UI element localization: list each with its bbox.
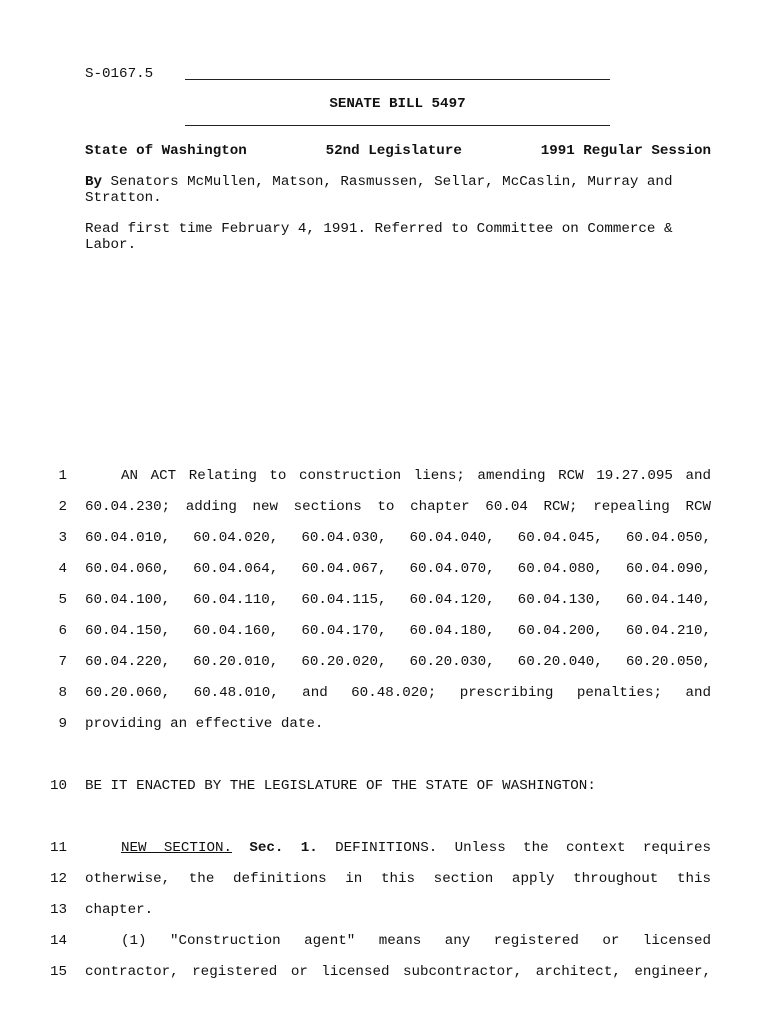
line-text: 60.04.100, 60.04.110, 60.04.115, 60.04.120, 60.04.130, 60.04.140, <box>85 592 711 608</box>
line-text: chapter. <box>85 902 154 918</box>
line-text: providing an effective date. <box>85 716 324 732</box>
line-number: 1 <box>58 468 67 484</box>
session-info-row <box>85 143 711 159</box>
line-content: DEFINITIONS. Unless the context requires <box>335 840 711 856</box>
line-number: 2 <box>58 499 67 515</box>
line-text <box>85 840 711 856</box>
line-number: 13 <box>49 902 67 918</box>
line-text: contractor, registered or licensed subcontractor, architect, engineer, <box>85 964 711 980</box>
new-section-marker: NEW SECTION. <box>121 840 232 856</box>
legislature-label: 52nd Legislature <box>325 143 462 159</box>
by-label: By <box>85 174 103 190</box>
line-number: 3 <box>58 530 67 546</box>
line-number: 14 <box>49 933 67 949</box>
bill-title: SENATE BILL 5497 <box>329 96 466 112</box>
top-rule <box>185 79 610 80</box>
line-number: 12 <box>49 871 67 887</box>
line-number: 10 <box>49 778 67 794</box>
line-text <box>85 468 711 484</box>
line-number: 8 <box>58 685 67 701</box>
session-label: 1991 Regular Session <box>540 143 711 159</box>
line-number: 7 <box>58 654 67 670</box>
line-text: otherwise, the definitions in this section apply throughout this <box>85 871 711 887</box>
document-code: S-0167.5 <box>85 66 154 82</box>
sponsors-text: Senators McMullen, Matson, Rasmussen, Sellar, McCaslin, Murray and Stratton. <box>85 174 673 206</box>
line-text: 60.04.230; adding new sections to chapter 60.04 RCW; repealing RCW <box>85 499 711 515</box>
line-number: 5 <box>58 592 67 608</box>
sponsors-paragraph <box>85 174 711 206</box>
line-text: 60.04.220, 60.20.010, 60.20.020, 60.20.030, 60.20.040, 60.20.050, <box>85 654 711 670</box>
line-content: (1) "Construction agent" means any registered or licensed <box>121 933 711 949</box>
line-content: AN ACT Relating to construction liens; amending RCW 19.27.095 and <box>121 468 711 484</box>
line-number: 11 <box>49 840 67 856</box>
line-text: 60.04.010, 60.04.020, 60.04.030, 60.04.040, 60.04.045, 60.04.050, <box>85 530 711 546</box>
state-label: State of Washington <box>85 143 247 159</box>
reading-paragraph: Read first time February 4, 1991. Referred to Committee on Commerce & Labor. <box>85 221 673 253</box>
line-number: 6 <box>58 623 67 639</box>
line-text: 60.04.150, 60.04.160, 60.04.170, 60.04.180, 60.04.200, 60.04.210, <box>85 623 711 639</box>
line-text: 60.04.060, 60.04.064, 60.04.067, 60.04.070, 60.04.080, 60.04.090, <box>85 561 711 577</box>
line-number: 4 <box>58 561 67 577</box>
line-number: 15 <box>49 964 67 980</box>
line-text <box>85 933 711 949</box>
section-number: Sec. 1. <box>249 840 318 856</box>
line-number: 9 <box>58 716 67 732</box>
line-text: 60.20.060, 60.48.010, and 60.48.020; prescribing penalties; and <box>85 685 711 701</box>
title-rule <box>185 125 610 126</box>
enacting-clause: BE IT ENACTED BY THE LEGISLATURE OF THE STATE OF WASHINGTON: <box>85 778 596 794</box>
